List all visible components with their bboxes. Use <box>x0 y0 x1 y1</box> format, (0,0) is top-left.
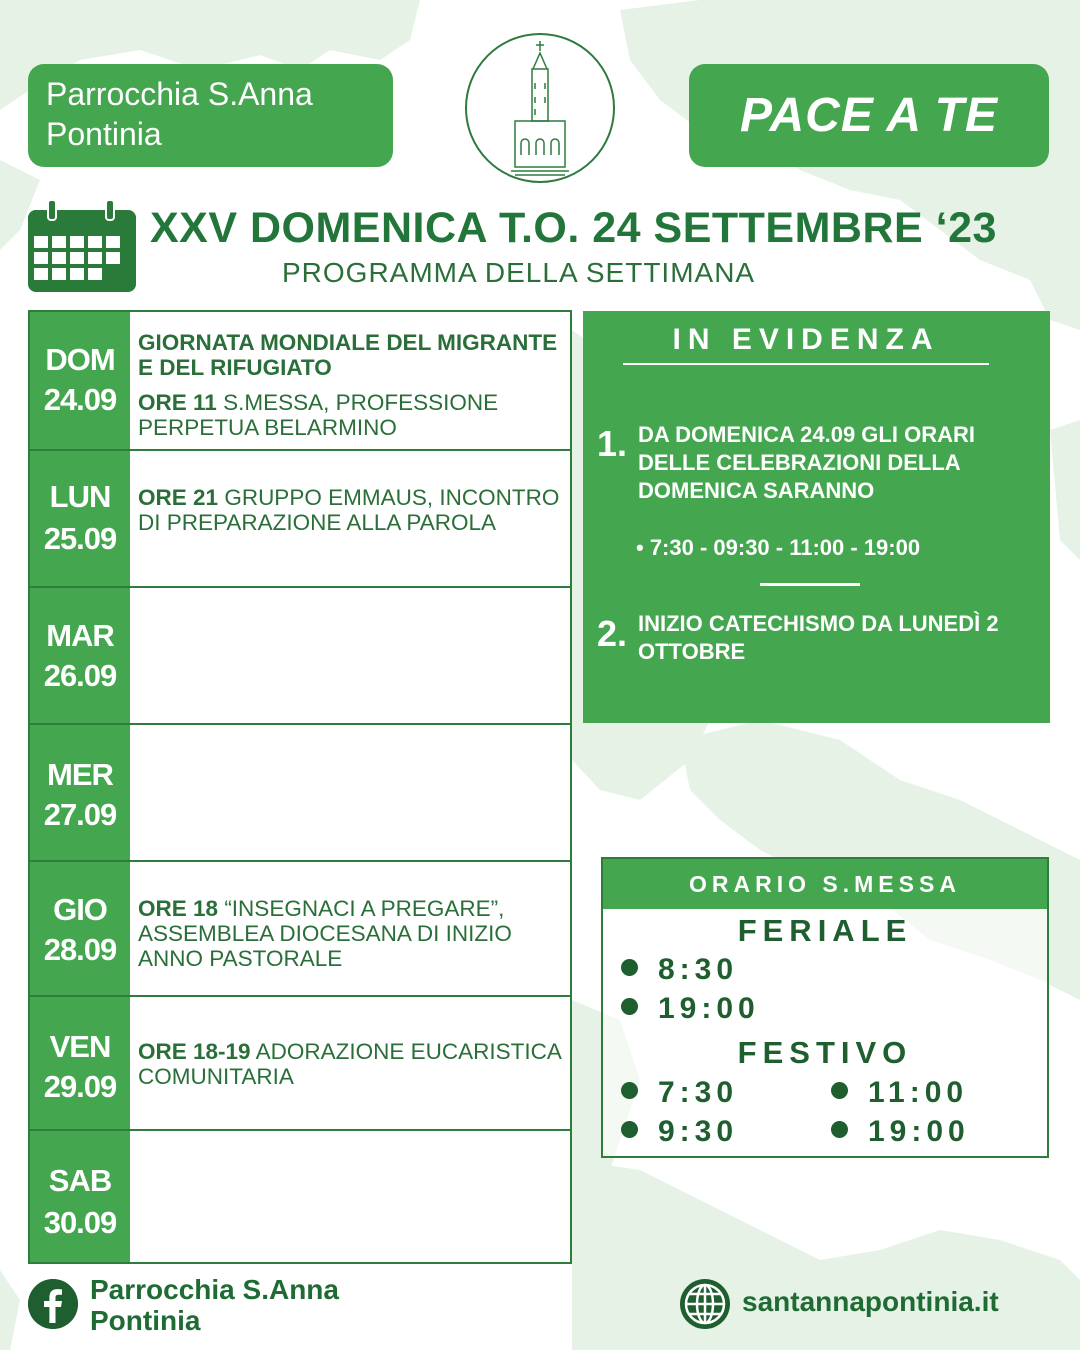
day-name: LUN <box>49 479 111 514</box>
bullet-icon <box>831 1121 848 1138</box>
schedule-row-sunday <box>30 312 570 449</box>
schedule-row-saturday <box>30 1129 570 1264</box>
highlights-title: IN EVIDENZA <box>623 323 989 365</box>
bullet-icon <box>621 959 638 976</box>
entry-text: S.MESSA, PROFESSIONE PERPETUA BELARMINO <box>138 390 499 440</box>
entry-time: ORE 18 <box>138 896 219 921</box>
day-date: 27.09 <box>43 797 117 832</box>
day-name: MAR <box>46 618 114 653</box>
day-name: DOM <box>45 342 115 377</box>
facebook-page-line1: Parrocchia S.Anna <box>90 1274 339 1305</box>
schedule-entry <box>138 896 562 971</box>
entry-time: ORE 21 <box>138 485 219 510</box>
bullet-icon <box>621 998 638 1015</box>
holiday-time: 9:30 <box>621 1115 738 1149</box>
highlight-divider <box>760 583 860 586</box>
entry-time: ORE 18-19 <box>138 1039 251 1064</box>
church-logo <box>465 33 615 183</box>
calendar-icon <box>28 200 136 292</box>
day-name: GIO <box>53 892 107 927</box>
schedule-row-friday <box>30 995 570 1129</box>
motto-text: PACE A TE <box>740 89 998 142</box>
day-date: 25.09 <box>43 521 117 556</box>
day-date: 29.09 <box>43 1069 117 1104</box>
schedule-row-monday <box>30 449 570 586</box>
page-title: XXV DOMENICA T.O. 24 SETTEMBRE ‘23 <box>150 204 997 252</box>
highlight-text: DA DOMENICA 24.09 GLI ORARI DELLE CELEBRAZIONI DELLA DOMENICA SARANNO <box>638 422 975 503</box>
highlight-number: 1. <box>597 423 628 464</box>
globe-icon <box>679 1278 731 1330</box>
schedule-row-thursday <box>30 860 570 995</box>
bullet-icon <box>621 1082 638 1099</box>
entry-highlight: GIORNATA MONDIALE DEL MIGRANTE E DEL RIFUGIATO <box>138 330 558 380</box>
weekday-time: 19:00 <box>621 992 760 1026</box>
schedule-row-wednesday <box>30 723 570 860</box>
holiday-time: 11:00 <box>831 1076 968 1110</box>
entry-text: ADORAZIONE EUCARISTICA COMUNITARIA <box>138 1039 561 1089</box>
day-name: SAB <box>48 1163 112 1198</box>
entry-text: “INSEGNACI A PREGARE”, ASSEMBLEA DIOCESANA DI INIZIO ANNO PASTORALE <box>138 896 512 971</box>
parish-name-line2: Pontinia <box>46 116 162 152</box>
page-subtitle: PROGRAMMA DELLA SETTIMANA <box>282 257 756 288</box>
schedule-entry <box>138 1039 562 1089</box>
entry-time: ORE 11 <box>138 390 217 415</box>
highlights-box <box>583 311 1050 723</box>
website-link[interactable]: santannapontinia.it <box>742 1286 999 1317</box>
weekday-label: FERIALE <box>737 913 913 948</box>
holiday-time: 7:30 <box>621 1076 738 1110</box>
schedule-entry <box>138 485 562 535</box>
mass-times-title: ORARIO S.MESSA <box>603 859 1047 909</box>
schedule-row-tuesday <box>30 586 570 723</box>
bullet-icon <box>831 1082 848 1099</box>
highlight-text: INIZIO CATECHISMO DA LUNEDÌ 2 OTTOBRE <box>638 611 999 664</box>
day-date: 28.09 <box>43 932 117 967</box>
day-date: 30.09 <box>43 1205 117 1240</box>
weekday-time: 8:30 <box>621 953 738 987</box>
day-date: 26.09 <box>43 658 117 693</box>
day-date: 24.09 <box>43 382 117 417</box>
mass-times-box <box>601 857 1049 1158</box>
schedule-entry <box>138 330 562 440</box>
day-name: VEN <box>49 1029 111 1064</box>
bullet-icon <box>621 1121 638 1138</box>
facebook-icon[interactable] <box>28 1279 78 1329</box>
parish-name-box <box>28 64 393 167</box>
facebook-page-link[interactable] <box>90 1274 339 1336</box>
weekly-schedule <box>28 310 572 1264</box>
day-name: MER <box>47 757 113 792</box>
holiday-time: 19:00 <box>831 1115 970 1149</box>
parish-name-line1: Parrocchia S.Anna <box>46 76 313 112</box>
entry-text: GRUPPO EMMAUS, INCONTRO DI PREPARAZIONE ALLA PAROLA <box>138 485 560 535</box>
holiday-label: FESTIVO <box>737 1035 913 1070</box>
motto-box <box>689 64 1049 167</box>
highlight-times: • 7:30 - 09:30 - 11:00 - 19:00 <box>636 535 921 560</box>
church-logo-icon <box>467 35 613 181</box>
facebook-page-line2: Pontinia <box>90 1305 201 1336</box>
highlight-number: 2. <box>597 613 628 654</box>
